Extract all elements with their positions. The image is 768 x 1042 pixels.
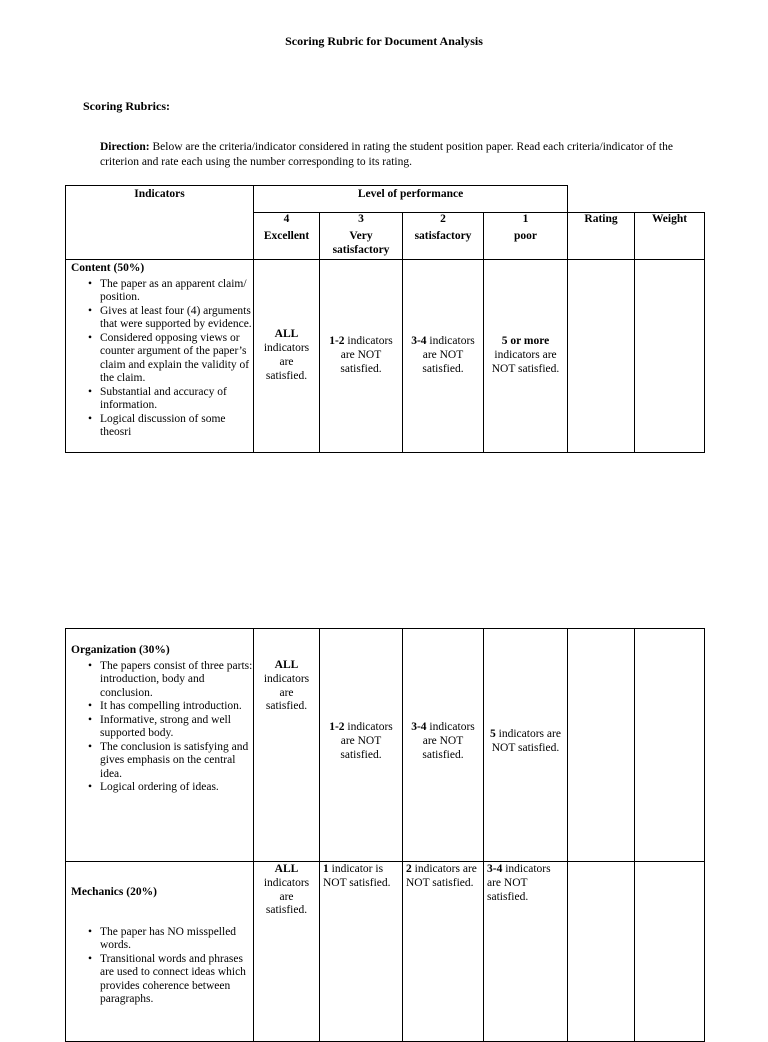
list-item: • Considered opposing views or counter argument of the paper’s claim and explain the validity of the claim. bbox=[66, 332, 253, 386]
rating-header-label: Rating bbox=[584, 213, 618, 225]
level-1-header bbox=[484, 213, 568, 260]
level-3-header bbox=[320, 213, 403, 260]
content-l4-text: indicators are satisfied. bbox=[263, 342, 310, 382]
list-item: • The conclusion is satisfying and gives emphasis on the central idea. bbox=[66, 741, 253, 782]
list-item: • Logical discussion of some theosri bbox=[66, 413, 253, 440]
list-item: • Transitional words and phrases are used to connect ideas which provides coherence between paragraphs. bbox=[66, 953, 253, 1007]
organization-l1-bold: 5 bbox=[490, 728, 496, 740]
content-indicator-list bbox=[66, 278, 253, 440]
organization-weight-cell[interactable] bbox=[635, 629, 705, 862]
mechanics-indicator-list bbox=[66, 926, 253, 1007]
list-item: • It has compelling introduction. bbox=[66, 700, 253, 714]
direction-text: Below are the criteria/indicator considered in rating the student position paper. Read each criteria/indicator of the criterion and rate each using the number corresponding to its rating. bbox=[100, 141, 673, 168]
content-level-2-cell bbox=[403, 260, 484, 453]
mechanics-level-1-cell bbox=[484, 862, 568, 1042]
organization-indicator-list bbox=[66, 660, 253, 795]
weight-header-label: Weight bbox=[651, 213, 688, 225]
indicators-header-label: Indicators bbox=[134, 188, 185, 200]
header-spacer bbox=[568, 186, 705, 213]
list-item: • The papers consist of three parts: introduction, body and conclusion. bbox=[66, 660, 253, 701]
content-l3-text: indicators are NOT satisfied. bbox=[340, 335, 393, 375]
level-3-label: Very satisfactory bbox=[332, 229, 390, 256]
mechanics-l4-text: indicators are satisfied. bbox=[263, 876, 310, 917]
content-criterion-cell bbox=[66, 260, 254, 453]
content-rating-cell[interactable] bbox=[568, 260, 635, 453]
level-4-label: Excellent bbox=[263, 229, 310, 242]
mechanics-weight-cell[interactable] bbox=[635, 862, 705, 1042]
content-l3-bold: 1-2 bbox=[329, 335, 345, 348]
document-title: Scoring Rubric for Document Analysis bbox=[285, 34, 483, 48]
content-criterion-title: Content (50%) bbox=[71, 262, 145, 274]
organization-level-1-cell bbox=[484, 629, 568, 862]
level-2-number: 2 bbox=[440, 213, 446, 225]
organization-l4-text: indicators are satisfied. bbox=[263, 672, 310, 713]
direction-paragraph bbox=[100, 140, 700, 170]
mechanics-l2-text: indicators are NOT satisfied. bbox=[406, 863, 477, 889]
level-1-label: poor bbox=[514, 229, 537, 242]
mechanics-level-4-cell bbox=[254, 862, 320, 1042]
content-weight-cell[interactable] bbox=[635, 260, 705, 453]
mechanics-l3-bold: 1 bbox=[323, 863, 329, 875]
list-item: • Substantial and accuracy of information. bbox=[66, 386, 253, 413]
weight-header bbox=[635, 213, 705, 260]
content-level-4-cell bbox=[254, 260, 320, 453]
level-3-number: 3 bbox=[358, 213, 364, 225]
level-4-number: 4 bbox=[283, 213, 290, 225]
rubric-table-bottom bbox=[65, 628, 705, 1042]
level-2-label: satisfactory bbox=[414, 229, 472, 242]
level-4-header bbox=[254, 213, 320, 260]
list-item: • The paper as an apparent claim/ position. bbox=[66, 278, 253, 305]
indicators-header bbox=[66, 186, 254, 260]
organization-l2-bold: 3-4 bbox=[411, 721, 427, 733]
content-level-3-cell bbox=[320, 260, 403, 453]
mechanics-l1-bold: 3-4 bbox=[487, 863, 503, 875]
list-item: • The paper has NO misspelled words. bbox=[66, 926, 253, 953]
content-l1-text: indicators are NOT satisfied. bbox=[491, 349, 560, 375]
organization-rating-cell[interactable] bbox=[568, 629, 635, 862]
content-l2-text: indicators are NOT satisfied. bbox=[422, 335, 475, 375]
rubric-table-top bbox=[65, 185, 705, 453]
organization-l2-text: indicators are NOT satisfied. bbox=[422, 721, 475, 761]
organization-level-3-cell bbox=[320, 629, 403, 862]
content-l4-bold: ALL bbox=[274, 328, 299, 341]
mechanics-l2-bold: 2 bbox=[406, 863, 412, 875]
mechanics-level-3-cell bbox=[320, 862, 403, 1042]
organization-l3-text: indicators are NOT satisfied. bbox=[340, 721, 393, 761]
organization-level-4-cell bbox=[254, 629, 320, 862]
level-2-header bbox=[403, 213, 484, 260]
level-of-performance-header bbox=[254, 186, 568, 213]
section-heading: Scoring Rubrics: bbox=[83, 99, 170, 113]
mechanics-criterion-cell bbox=[66, 862, 254, 1042]
list-item: • Informative, strong and well supported body. bbox=[66, 714, 253, 741]
mechanics-l1-text: indicators are NOT satisfied. bbox=[487, 863, 551, 903]
mechanics-criterion-title: Mechanics (20%) bbox=[71, 886, 157, 898]
mechanics-l3-text: indicator is NOT satisfied. bbox=[323, 863, 391, 889]
mechanics-rating-cell[interactable] bbox=[568, 862, 635, 1042]
level-header-label: Level of performance bbox=[357, 188, 464, 200]
organization-level-2-cell bbox=[403, 629, 484, 862]
direction-label: Direction: bbox=[100, 141, 150, 153]
content-level-1-cell bbox=[484, 260, 568, 453]
list-item: • Logical ordering of ideas. bbox=[66, 781, 253, 795]
organization-l3-bold: 1-2 bbox=[329, 721, 345, 733]
mechanics-level-2-cell bbox=[403, 862, 484, 1042]
content-l1-bold: 5 or more bbox=[501, 335, 550, 348]
list-item: • Gives at least four (4) arguments that were supported by evidence. bbox=[66, 305, 253, 332]
organization-criterion-cell bbox=[66, 629, 254, 862]
rating-header bbox=[568, 213, 635, 260]
level-1-number: 1 bbox=[522, 213, 529, 225]
content-l2-bold: 3-4 bbox=[411, 335, 427, 348]
organization-criterion-title: Organization (30%) bbox=[71, 644, 170, 656]
organization-l1-text: indicators are NOT satisfied. bbox=[491, 728, 561, 754]
organization-l4-bold: ALL bbox=[274, 659, 299, 671]
mechanics-l4-bold: ALL bbox=[274, 863, 299, 875]
